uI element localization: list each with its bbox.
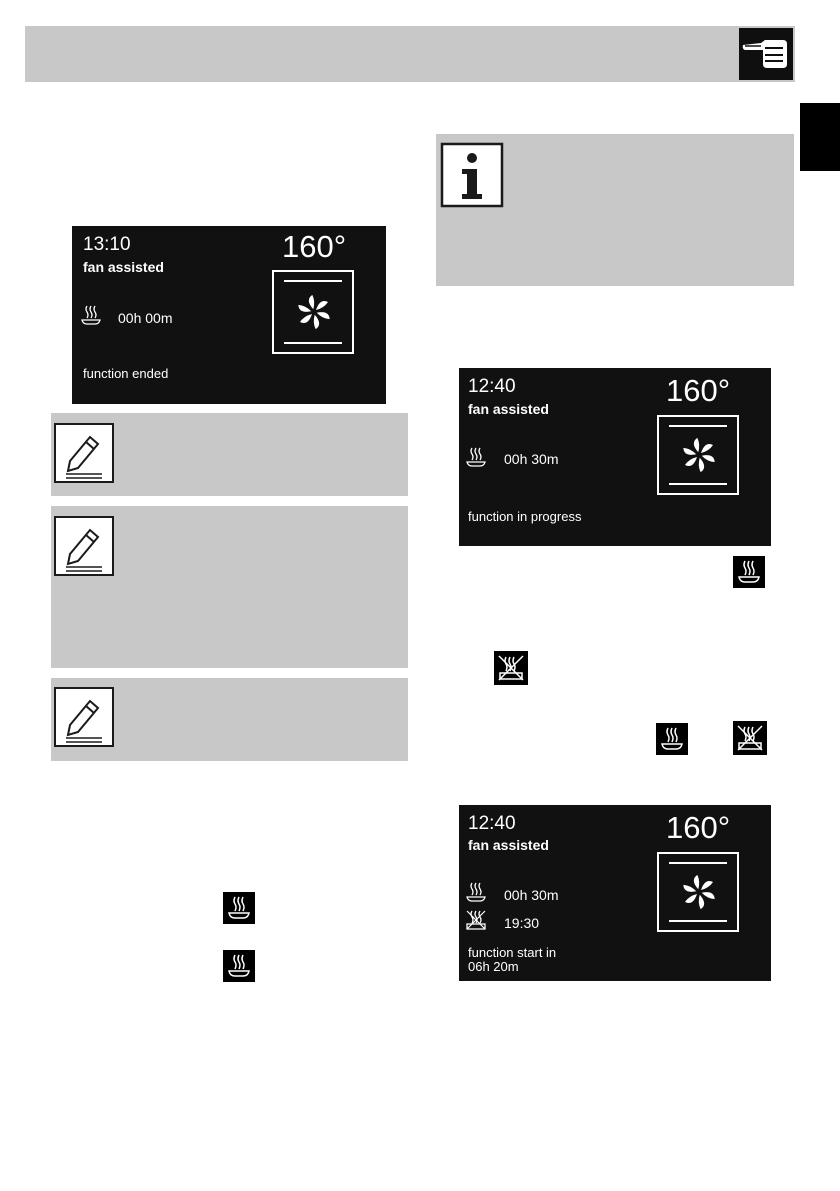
note-box-2	[51, 506, 408, 668]
cooking-duration-icon	[80, 304, 102, 326]
cooking-duration-icon	[465, 446, 487, 468]
cooking-duration-icon	[223, 892, 255, 924]
oven-frame	[657, 415, 739, 495]
info-box	[436, 134, 794, 286]
note-box-3	[51, 678, 408, 761]
display-status-countdown: 06h 20m	[468, 959, 519, 974]
display-function-start-in	[459, 805, 771, 981]
pointing-hand-icon	[739, 28, 793, 80]
end-cooking-icon	[494, 651, 528, 685]
display-mode: fan assisted	[468, 401, 549, 417]
side-tab	[800, 103, 840, 171]
display-temperature: 160°	[666, 810, 731, 845]
cooking-duration-icon	[223, 950, 255, 982]
note-box-1	[51, 413, 408, 496]
display-time: 12:40	[468, 376, 516, 397]
oven-frame	[657, 852, 739, 932]
display-duration: 00h 00m	[118, 310, 173, 326]
end-cooking-icon	[733, 721, 767, 755]
display-time: 12:40	[468, 813, 516, 834]
display-mode: fan assisted	[83, 259, 164, 275]
fan-icon	[296, 294, 332, 330]
display-duration: 00h 30m	[504, 451, 559, 467]
display-status: function in progress	[468, 509, 582, 524]
display-status: function ended	[83, 366, 169, 381]
display-time: 13:10	[83, 234, 131, 255]
display-end-time: 19:30	[504, 915, 540, 931]
display-status: function start in	[468, 945, 557, 960]
oven-frame	[272, 270, 354, 354]
pencil-icon	[54, 423, 114, 483]
fan-icon	[681, 437, 717, 473]
pencil-icon	[54, 687, 114, 747]
info-icon	[440, 142, 504, 208]
display-duration: 00h 30m	[504, 887, 559, 903]
pencil-icon	[54, 516, 114, 576]
cooking-duration-icon	[656, 723, 688, 755]
display-mode: fan assisted	[468, 837, 549, 853]
cooking-duration-icon	[733, 556, 765, 588]
header-bar	[25, 26, 795, 82]
end-cooking-icon	[465, 909, 487, 931]
fan-icon	[681, 874, 717, 910]
display-function-in-progress	[459, 368, 771, 546]
display-function-ended	[72, 226, 386, 404]
display-temperature: 160°	[282, 229, 347, 264]
display-temperature: 160°	[666, 373, 731, 408]
cooking-duration-icon	[465, 881, 487, 903]
